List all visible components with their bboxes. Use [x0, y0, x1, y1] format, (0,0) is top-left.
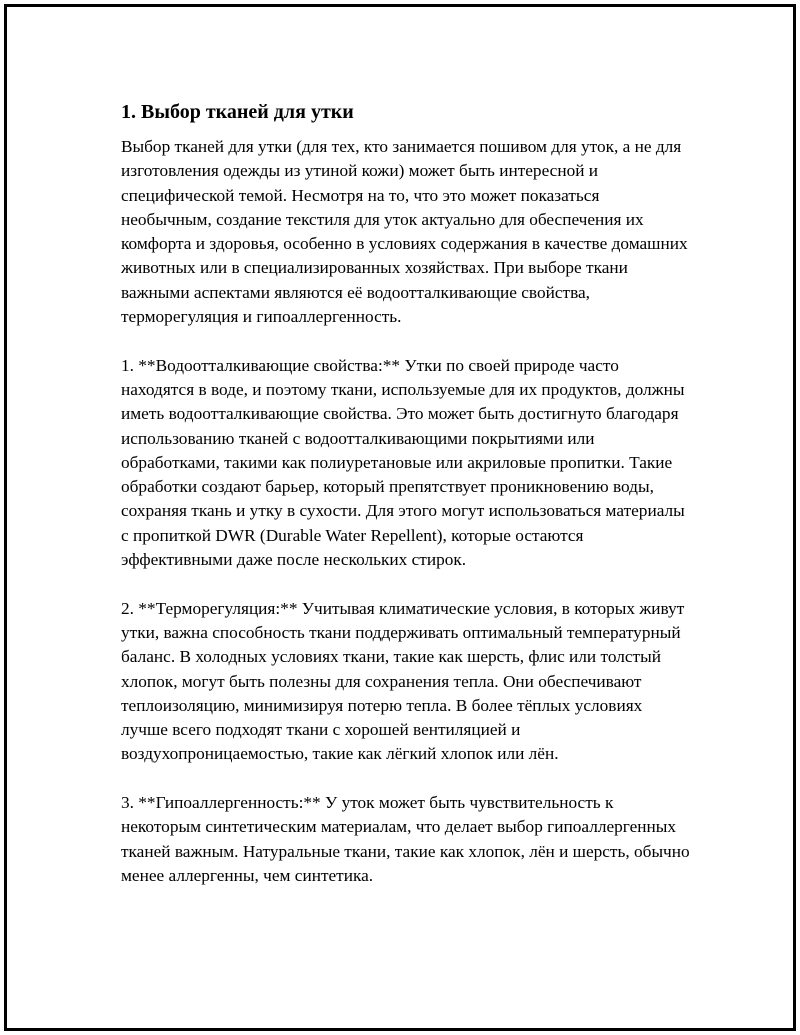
section-heading: 1. Выбор тканей для утки [121, 101, 354, 123]
intro-paragraph: Выбор тканей для утки (для тех, кто занимается пошивом для уток, а не для изготовления одежды из утиной кожи) может быть интересной и специфической темой. Несмотря на то, что это может показаться необычным, создание текстиля для уток актуально для обеспечения их комфорта и здоровья, особенно в условиях содержания в качестве домашних животных или в специализированных хозяйствах. При выборе ткани важными аспектами являются её водоотталкивающие свойства, терморегуляция и гипоаллергенность. [121, 137, 688, 327]
hypoallergenic-paragraph: 3. **Гипоаллергенность:** У уток может быть чувствительность к некоторым синтетическим материалам, что делает выбор гипоаллергенных тканей важным. Натуральные ткани, такие как хлопок, лён и шерсть, обычно менее аллергенны, чем синтетика. [121, 793, 690, 885]
water-repellent-paragraph: 1. **Водоотталкивающие свойства:** Утки по своей природе часто находятся в воде, и поэтому ткани, используемые для их продуктов, должны иметь водоотталкивающие свойства. Это может быть достигнуто благодаря использованию тканей с водоотталкивающими покрытиями или обработками, такими как полиуретановые или акриловые пропитки. Такие обработки создают барьер, который препятствует проникновению воды, сохраняя ткань и утку в сухости. Для этого могут использоваться материалы с пропиткой DWR (Durable Water Repellent), которые остаются эффективными даже после нескольких стирок. [121, 355, 685, 570]
page-frame [4, 4, 796, 1031]
document-body [121, 99, 691, 913]
thermoregulation-paragraph: 2. **Терморегуляция:** Учитывая климатические условия, в которых живут утки, важна способность ткани поддерживать оптимальный температурный баланс. В холодных условиях ткани, такие как шерсть, флис или толстый хлопок, могут быть полезны для сохранения тепла. Они обеспечивают теплоизоляцию, минимизируя потерю тепла. В более тёплых условиях лучше всего подходят ткани с хорошей вентиляцией и воздухопроницаемостью, такие как лёгкий хлопок или лён. [121, 598, 685, 764]
